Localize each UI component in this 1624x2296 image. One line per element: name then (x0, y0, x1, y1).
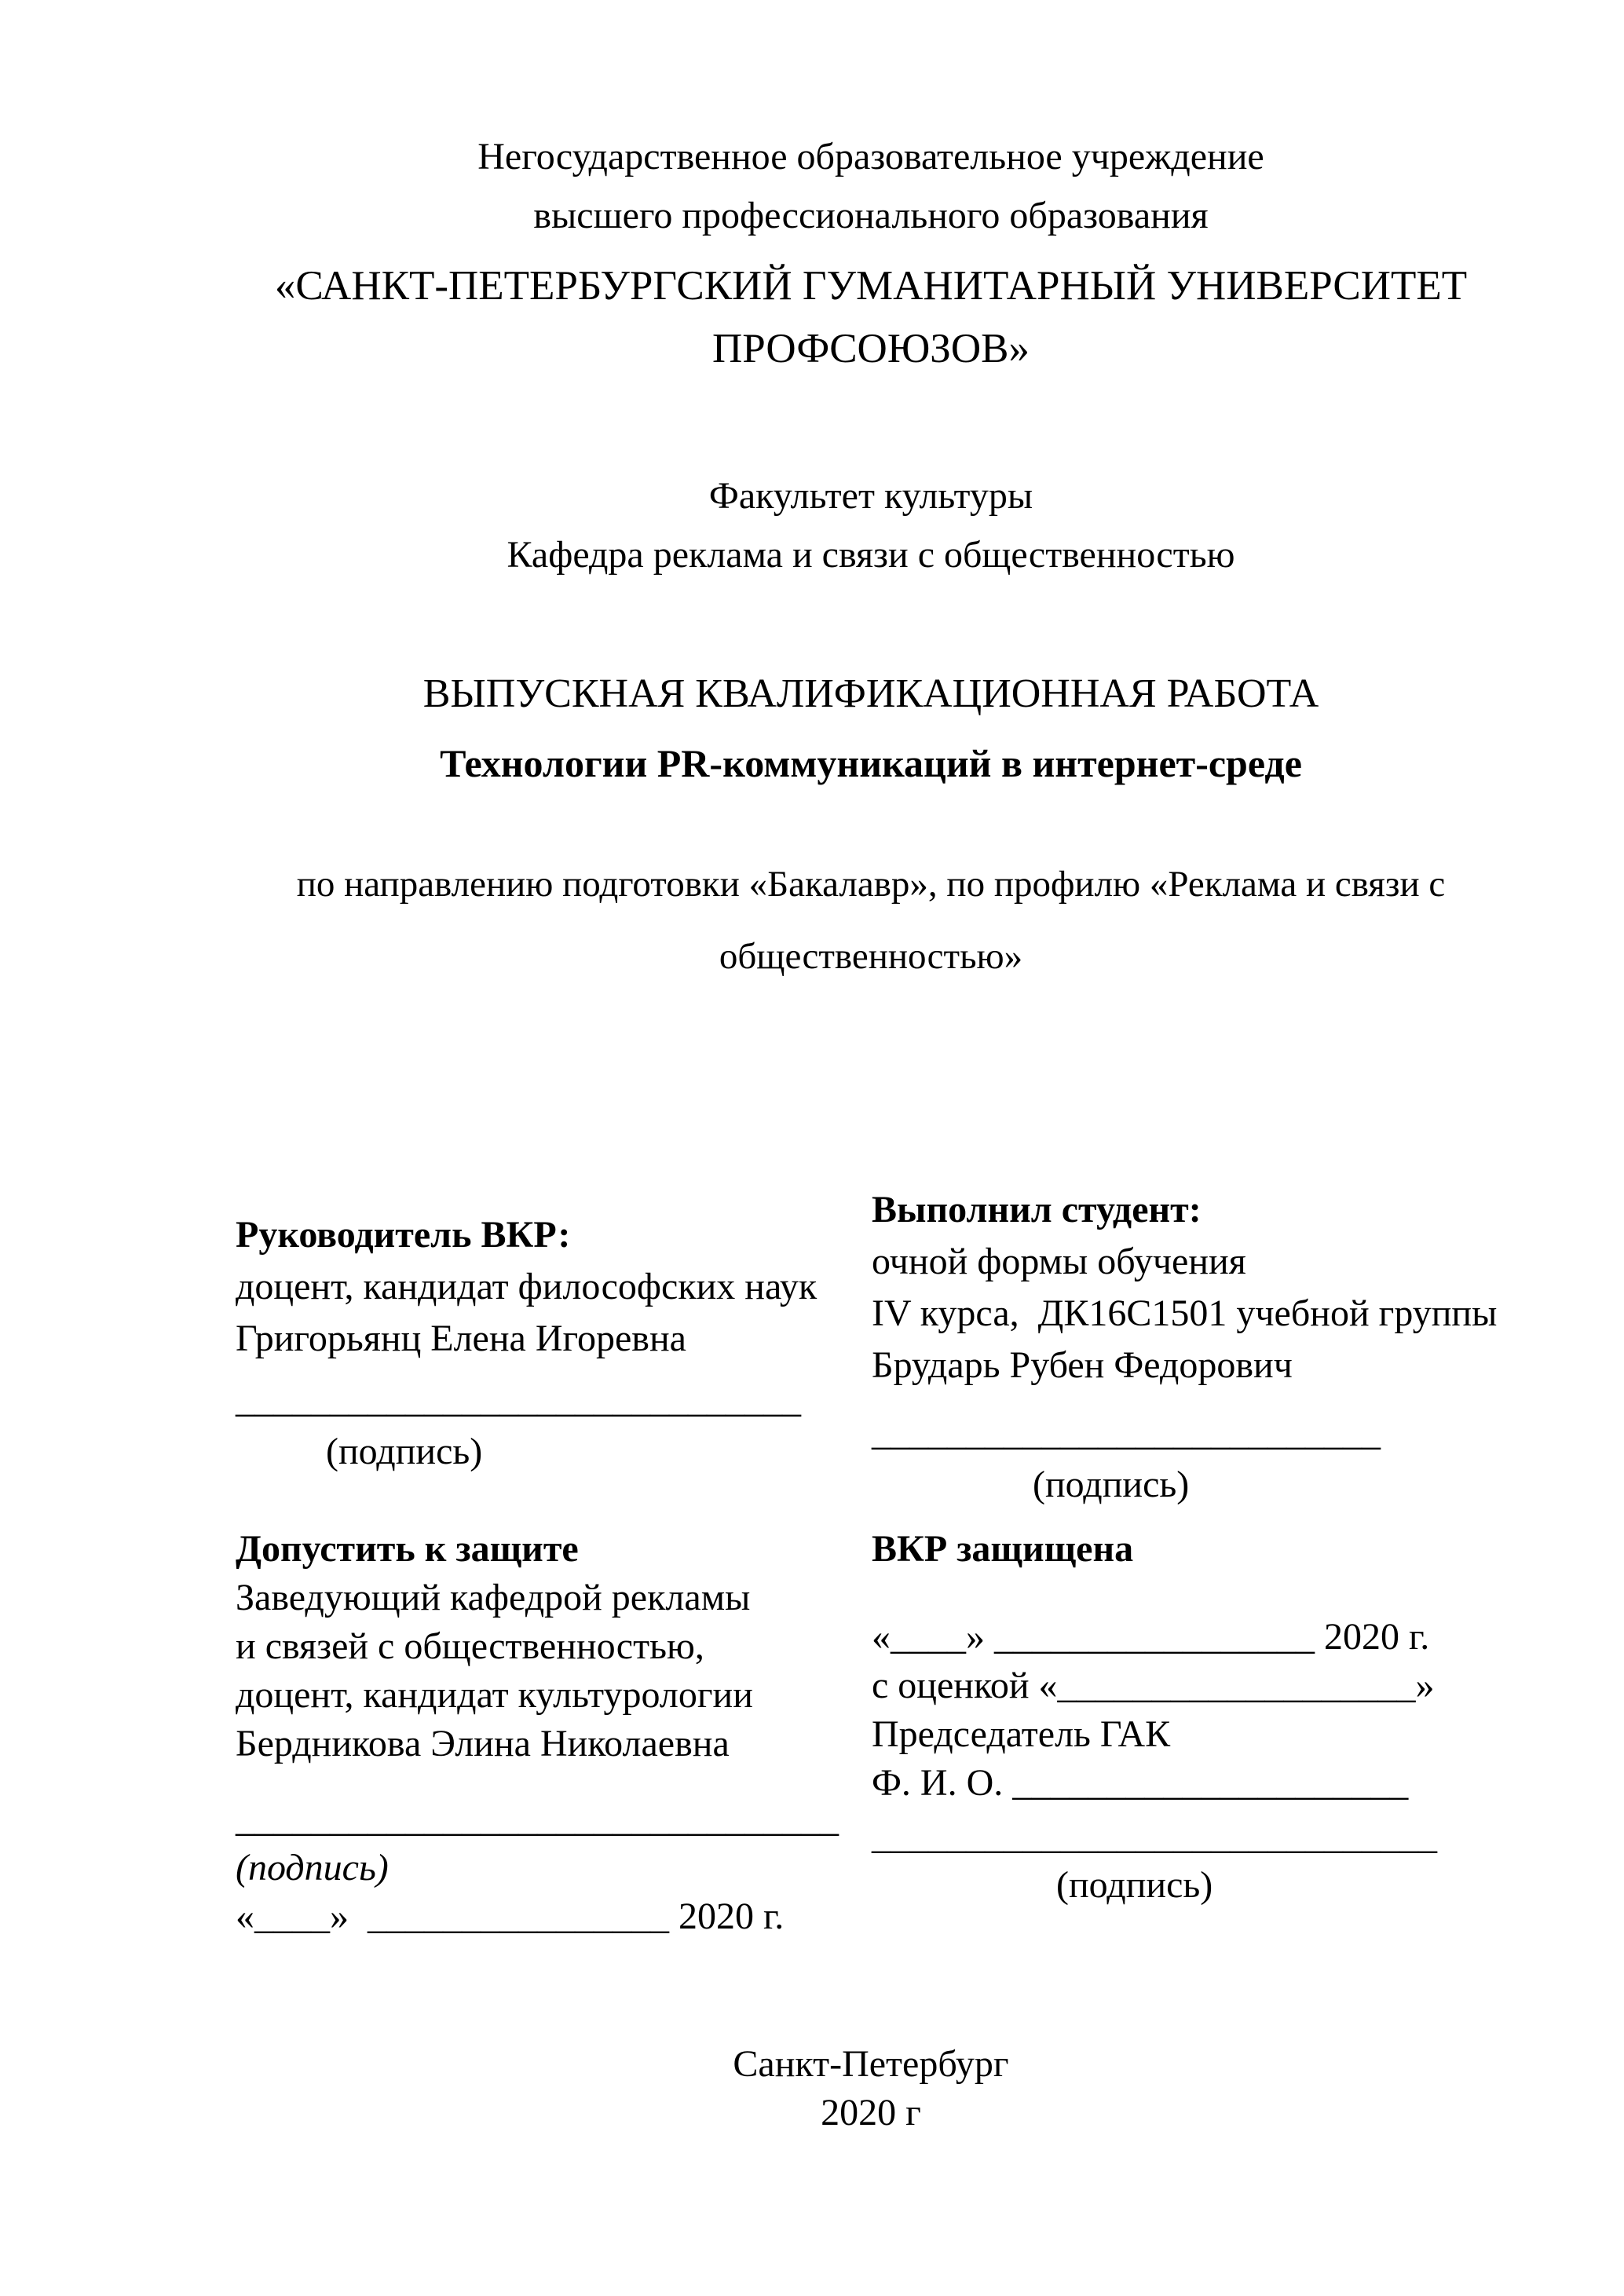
defense-date-line: «____» _________________ 2020 г. (872, 1616, 1430, 1658)
university-name-line-1: «САНКТ-ПЕТЕРБУРГСКИЙ ГУМАНИТАРНЫЙ УНИВЕРСИТЕТ (274, 263, 1468, 309)
admission-line-4: Бердникова Элина Николаевна (236, 1723, 730, 1764)
org-line-1: Негосударственное образовательное учреждение (477, 136, 1264, 177)
work-title-block (236, 660, 1506, 798)
admission-date-line: «____» ________________ 2020 г. (236, 1896, 785, 1937)
city-label: Санкт-Петербург (733, 2043, 1009, 2085)
supervisor-header: Руководитель ВКР: (236, 1214, 571, 1256)
direction-block (236, 848, 1506, 993)
student-study-form: очной формы обучения (872, 1241, 1246, 1282)
admission-signature-caption: (подпись) (236, 1847, 389, 1888)
defense-section (872, 1525, 1531, 1910)
admission-signature-line: ________________________________ (236, 1798, 839, 1840)
student-header: Выполнил студент: (872, 1189, 1202, 1230)
admission-header: Допустить к защите (236, 1528, 579, 1570)
supervisor-signature-line: ______________________________ (236, 1379, 801, 1420)
student-course-group: IV курса, ДК16С1501 учебной группы (872, 1292, 1498, 1334)
supervisor-signature-caption: (подпись) (326, 1431, 483, 1472)
university-name-block (236, 254, 1506, 380)
direction-line-1: по направлению подготовки «Бакалавр», по профилю «Реклама и связи с (296, 864, 1446, 905)
defense-fio-line: Ф. И. О. _____________________ (872, 1762, 1409, 1804)
admission-line-3: доцент, кандидат культурологии (236, 1674, 753, 1716)
defense-signature-caption: (подпись) (1056, 1864, 1213, 1906)
student-name: Брударь Рубен Федорович (872, 1344, 1293, 1386)
org-line-2: высшего профессионального образования (533, 195, 1209, 236)
student-signature-line: ___________________________ (872, 1412, 1381, 1453)
admission-line-1: Заведующий кафедрой рекламы (236, 1577, 751, 1618)
footer-block (236, 2040, 1506, 2137)
student-signature-caption: (подпись) (1033, 1464, 1190, 1505)
defense-chairman-label: Председатель ГАК (872, 1713, 1171, 1755)
university-name-line-2: ПРОФСОЮЗОВ» (712, 326, 1030, 371)
defense-header: ВКР защищена (872, 1528, 1134, 1570)
work-title: Технологии PR-коммуникаций в интернет-среде (440, 741, 1302, 785)
institution-type-block (236, 127, 1506, 245)
year-label: 2020 г (821, 2092, 921, 2133)
direction-line-2: общественностью» (719, 936, 1023, 977)
supervisor-section (236, 1209, 856, 1478)
defense-grade-line: с оценкой «___________________» (872, 1665, 1435, 1706)
faculty-block (236, 466, 1506, 584)
supervisor-degree: доцент, кандидат философских наук (236, 1266, 817, 1307)
supervisor-name: Григорьянц Елена Игоревна (236, 1318, 686, 1359)
work-type-label: ВЫПУСКНАЯ КВАЛИФИКАЦИОННАЯ РАБОТА (422, 671, 1319, 716)
defense-signature-line: ______________________________ (872, 1815, 1437, 1857)
faculty-label: Факультет культуры (708, 475, 1033, 517)
admission-line-2: и связей с общественностью, (236, 1625, 704, 1667)
admission-section (236, 1525, 856, 1941)
student-section (872, 1184, 1531, 1511)
department-label: Кафедра реклама и связи с общественностью (507, 534, 1235, 576)
